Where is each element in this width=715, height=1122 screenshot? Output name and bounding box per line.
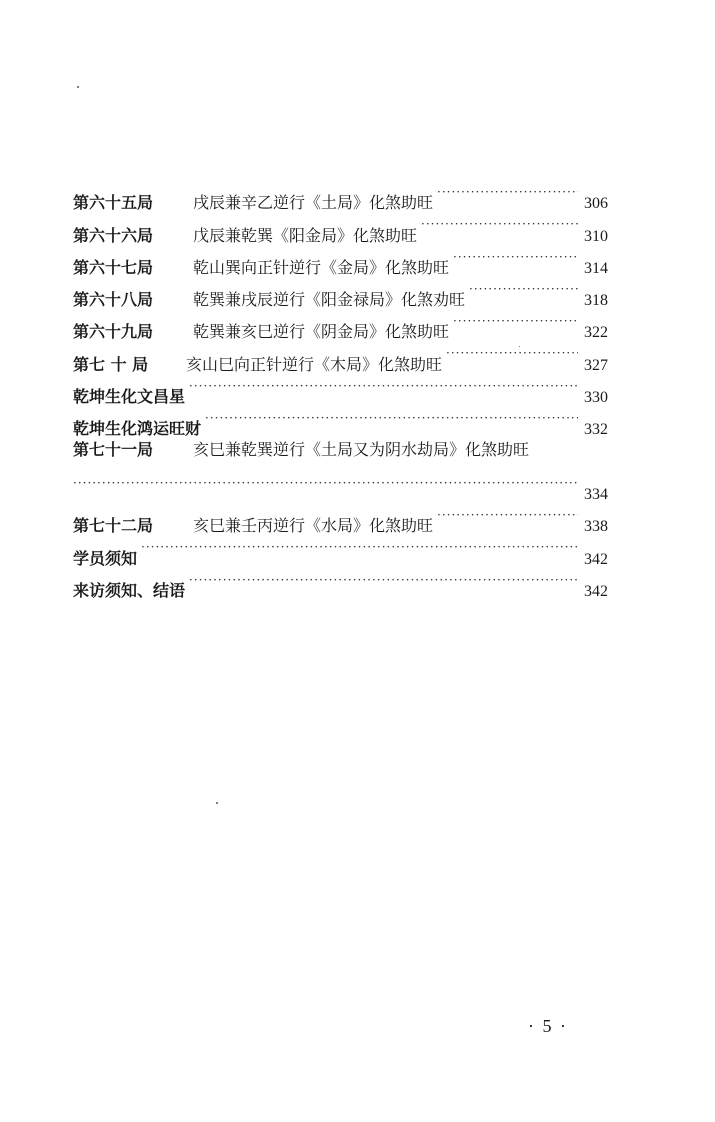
toc-entry-page: 306 [584, 195, 608, 213]
toc-entry-page: 310 [584, 227, 608, 245]
scan-speck [519, 346, 520, 347]
toc-entry-title: 学员须知 [73, 548, 138, 568]
table-of-contents [73, 176, 608, 600]
toc-entry-label [73, 434, 529, 466]
toc-entry-number: 第六十七局 [73, 257, 154, 277]
toc-entry-label [73, 220, 417, 252]
page-number: · 5 · [528, 1016, 568, 1036]
toc-entry-page: 334 [584, 485, 608, 503]
toc-entry-continuation[interactable] [73, 467, 608, 503]
toc-leader-dots [469, 273, 578, 305]
toc-entry-page: 342 [584, 582, 608, 600]
toc-entry-number: 第七 十 局 [73, 354, 149, 374]
toc-entry-number: 第七十二局 [73, 516, 154, 536]
toc-entry-page: 314 [584, 259, 608, 277]
toc-entry-title: 亥山巳向正针逆行《木局》化煞助旺 [186, 354, 443, 374]
toc-entry[interactable] [73, 434, 608, 466]
toc-entry-label [73, 316, 449, 348]
toc-entry-title: 戊辰兼乾巽《阳金局》化煞助旺 [193, 225, 418, 245]
toc-leader-dots [189, 564, 578, 596]
toc-entry-title: 亥巳兼壬丙逆行《水局》化煞助旺 [193, 516, 434, 536]
toc-entry-page: 338 [584, 518, 608, 536]
toc-leader-dots [73, 467, 578, 499]
toc-entry-page: 322 [584, 324, 608, 342]
toc-entry[interactable] [73, 499, 608, 536]
toc-entry-number: 第七十一局 [73, 440, 154, 460]
toc-entry-page: 327 [584, 356, 608, 374]
toc-entry-page: 318 [584, 292, 608, 310]
toc-entry-label [73, 252, 449, 284]
toc-entry-title: 乾山巽向正针逆行《金局》化煞助旺 [193, 257, 450, 277]
toc-entry-page: 342 [584, 550, 608, 568]
toc-entry-number: 第六十五局 [73, 193, 154, 213]
toc-leader-dots [437, 499, 578, 531]
toc-entry-title: 戌辰兼辛乙逆行《土局》化煞助旺 [193, 193, 434, 213]
toc-entry-title: 乾巽兼戌辰逆行《阳金禄局》化煞劝旺 [193, 290, 466, 310]
toc-entry-number: 第六十八局 [73, 290, 154, 310]
toc-leader-dots [141, 531, 578, 563]
toc-entry[interactable] [73, 176, 608, 213]
toc-entry-page: 330 [584, 389, 608, 407]
toc-entry-title: 亥巳兼乾巽逆行《土局又为阴水劫局》化煞助旺 [193, 440, 530, 460]
toc-entry-title: 来访须知、结语 [73, 580, 186, 600]
toc-leader-dots [437, 176, 578, 208]
toc-entry-number: 第六十六局 [73, 225, 154, 245]
toc-leader-dots [453, 241, 578, 273]
toc-entry-label [73, 284, 465, 316]
scan-speck [216, 802, 218, 804]
toc-entry[interactable] [73, 531, 608, 568]
toc-leader-dots [421, 208, 578, 240]
toc-entry[interactable] [73, 564, 608, 600]
toc-entry-title: 乾坤生化文昌星 [73, 387, 186, 407]
toc-leader-dots [205, 402, 578, 434]
scan-speck [77, 86, 79, 88]
toc-entry-number: 第六十九局 [73, 322, 154, 342]
toc-entry-label [73, 187, 433, 219]
toc-leader-dots [446, 337, 578, 369]
toc-leader-dots [453, 305, 578, 337]
toc-leader-dots [189, 370, 578, 402]
toc-entry-page: 332 [584, 421, 608, 439]
toc-entry-title: 乾巽兼亥巳逆行《阴金局》化煞助旺 [193, 322, 450, 342]
toc-entry-title: 乾坤生化鸿运旺财 [73, 419, 202, 439]
